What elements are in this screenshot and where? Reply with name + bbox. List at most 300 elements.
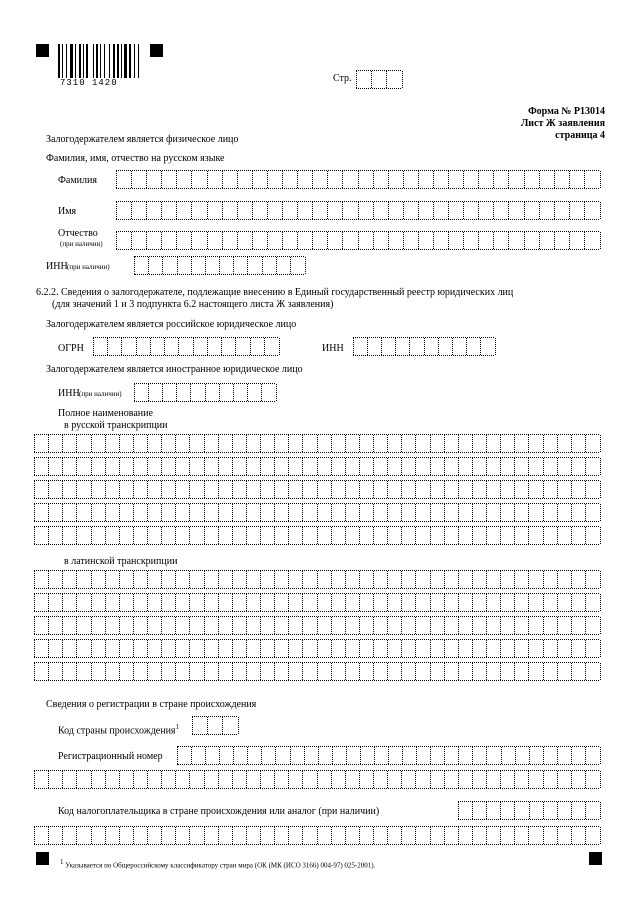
character-cell[interactable] <box>148 257 163 274</box>
character-cell[interactable] <box>514 435 529 452</box>
character-cell[interactable] <box>222 171 238 188</box>
character-cell[interactable] <box>373 504 388 521</box>
character-cell[interactable] <box>62 504 77 521</box>
patronymic-cells[interactable] <box>116 231 599 250</box>
character-cell[interactable] <box>148 384 163 401</box>
character-cell[interactable] <box>189 458 204 475</box>
character-cell[interactable] <box>486 571 501 588</box>
character-cell[interactable] <box>175 458 190 475</box>
character-cell[interactable] <box>91 594 106 611</box>
character-cell[interactable] <box>91 481 106 498</box>
character-cell[interactable] <box>571 594 586 611</box>
character-cell[interactable] <box>189 527 204 544</box>
character-cell[interactable] <box>62 527 77 544</box>
character-cell[interactable] <box>387 571 402 588</box>
character-cell[interactable] <box>119 663 134 680</box>
character-cell[interactable] <box>147 458 162 475</box>
character-cell[interactable] <box>232 527 247 544</box>
character-cell[interactable] <box>433 232 449 249</box>
character-cell[interactable] <box>204 504 219 521</box>
character-cell[interactable] <box>543 458 558 475</box>
character-cell[interactable] <box>463 202 479 219</box>
character-cell[interactable] <box>528 827 543 844</box>
character-cell[interactable] <box>119 571 134 588</box>
character-cell[interactable] <box>486 458 501 475</box>
character-cell[interactable] <box>543 771 558 788</box>
character-cell[interactable] <box>76 435 91 452</box>
latin-name-row-1[interactable] <box>34 570 599 589</box>
character-cell[interactable] <box>438 338 453 355</box>
character-cell[interactable] <box>345 504 360 521</box>
character-cell[interactable] <box>105 827 120 844</box>
character-cell[interactable] <box>288 640 303 657</box>
character-cell[interactable] <box>359 481 374 498</box>
character-cell[interactable] <box>472 640 487 657</box>
character-cell[interactable] <box>543 617 558 634</box>
character-cell[interactable] <box>448 202 464 219</box>
character-cell[interactable] <box>415 827 430 844</box>
character-cell[interactable] <box>302 771 317 788</box>
character-cell[interactable] <box>346 747 361 764</box>
character-cell[interactable] <box>48 527 63 544</box>
character-cell[interactable] <box>247 384 262 401</box>
character-cell[interactable] <box>105 771 120 788</box>
russian-name-row-2[interactable] <box>34 457 599 476</box>
character-cell[interactable] <box>500 481 515 498</box>
character-cell[interactable] <box>219 747 234 764</box>
character-cell[interactable] <box>232 771 247 788</box>
character-cell[interactable] <box>359 527 374 544</box>
character-cell[interactable] <box>585 640 601 657</box>
character-cell[interactable] <box>189 827 204 844</box>
character-cell[interactable] <box>543 663 558 680</box>
character-cell[interactable] <box>116 232 132 249</box>
character-cell[interactable] <box>486 527 501 544</box>
character-cell[interactable] <box>415 458 430 475</box>
character-cell[interactable] <box>191 232 207 249</box>
character-cell[interactable] <box>218 435 233 452</box>
character-cell[interactable] <box>367 338 382 355</box>
character-cell[interactable] <box>458 504 473 521</box>
character-cell[interactable] <box>161 458 176 475</box>
character-cell[interactable] <box>448 232 464 249</box>
character-cell[interactable] <box>288 435 303 452</box>
character-cell[interactable] <box>105 640 120 657</box>
character-cell[interactable] <box>514 594 529 611</box>
character-cell[interactable] <box>312 232 328 249</box>
character-cell[interactable] <box>133 481 148 498</box>
character-cell[interactable] <box>557 827 572 844</box>
character-cell[interactable] <box>524 171 540 188</box>
character-cell[interactable] <box>486 747 501 764</box>
character-cell[interactable] <box>288 571 303 588</box>
character-cell[interactable] <box>524 232 540 249</box>
character-cell[interactable] <box>237 171 253 188</box>
character-cell[interactable] <box>415 504 430 521</box>
character-cell[interactable] <box>472 435 487 452</box>
character-cell[interactable] <box>395 338 410 355</box>
character-cell[interactable] <box>274 827 289 844</box>
character-cell[interactable] <box>571 827 586 844</box>
character-cell[interactable] <box>260 571 275 588</box>
character-cell[interactable] <box>288 771 303 788</box>
character-cell[interactable] <box>133 663 148 680</box>
character-cell[interactable] <box>444 594 459 611</box>
character-cell[interactable] <box>189 481 204 498</box>
character-cell[interactable] <box>76 594 91 611</box>
character-cell[interactable] <box>331 640 346 657</box>
character-cell[interactable] <box>401 458 416 475</box>
character-cell[interactable] <box>500 527 515 544</box>
character-cell[interactable] <box>514 640 529 657</box>
character-cell[interactable] <box>297 202 313 219</box>
character-cell[interactable] <box>232 504 247 521</box>
character-cell[interactable] <box>288 594 303 611</box>
character-cell[interactable] <box>317 458 332 475</box>
character-cell[interactable] <box>274 617 289 634</box>
character-cell[interactable] <box>458 640 473 657</box>
character-cell[interactable] <box>514 802 529 819</box>
character-cell[interactable] <box>205 257 220 274</box>
character-cell[interactable] <box>557 594 572 611</box>
character-cell[interactable] <box>387 435 402 452</box>
character-cell[interactable] <box>458 747 473 764</box>
character-cell[interactable] <box>327 171 343 188</box>
character-cell[interactable] <box>274 481 289 498</box>
character-cell[interactable] <box>472 617 487 634</box>
character-cell[interactable] <box>204 663 219 680</box>
character-cell[interactable] <box>246 617 261 634</box>
character-cell[interactable] <box>403 171 419 188</box>
character-cell[interactable] <box>571 640 586 657</box>
character-cell[interactable] <box>105 504 120 521</box>
character-cell[interactable] <box>585 802 601 819</box>
character-cell[interactable] <box>486 663 501 680</box>
character-cell[interactable] <box>119 594 134 611</box>
character-cell[interactable] <box>373 827 388 844</box>
character-cell[interactable] <box>246 571 261 588</box>
character-cell[interactable] <box>91 571 106 588</box>
name-cells[interactable] <box>116 201 599 220</box>
character-cell[interactable] <box>105 527 120 544</box>
character-cell[interactable] <box>585 617 601 634</box>
character-cell[interactable] <box>218 617 233 634</box>
character-cell[interactable] <box>62 481 77 498</box>
character-cell[interactable] <box>430 747 445 764</box>
character-cell[interactable] <box>119 771 134 788</box>
character-cell[interactable] <box>34 827 49 844</box>
character-cell[interactable] <box>472 663 487 680</box>
character-cell[interactable] <box>147 827 162 844</box>
character-cell[interactable] <box>345 481 360 498</box>
character-cell[interactable] <box>373 202 389 219</box>
character-cell[interactable] <box>175 771 190 788</box>
character-cell[interactable] <box>359 771 374 788</box>
character-cell[interactable] <box>204 481 219 498</box>
character-cell[interactable] <box>312 202 328 219</box>
character-cell[interactable] <box>288 663 303 680</box>
character-cell[interactable] <box>317 527 332 544</box>
character-cell[interactable] <box>472 771 487 788</box>
character-cell[interactable] <box>359 594 374 611</box>
character-cell[interactable] <box>452 338 467 355</box>
character-cell[interactable] <box>175 663 190 680</box>
character-cell[interactable] <box>345 571 360 588</box>
character-cell[interactable] <box>571 527 586 544</box>
character-cell[interactable] <box>486 481 501 498</box>
character-cell[interactable] <box>161 435 176 452</box>
character-cell[interactable] <box>91 617 106 634</box>
character-cell[interactable] <box>345 435 360 452</box>
character-cell[interactable] <box>175 617 190 634</box>
character-cell[interactable] <box>557 663 572 680</box>
character-cell[interactable] <box>415 594 430 611</box>
character-cell[interactable] <box>302 827 317 844</box>
character-cell[interactable] <box>359 640 374 657</box>
character-cell[interactable] <box>161 171 177 188</box>
character-cell[interactable] <box>91 663 106 680</box>
character-cell[interactable] <box>486 827 501 844</box>
character-cell[interactable] <box>524 202 540 219</box>
character-cell[interactable] <box>444 771 459 788</box>
character-cell[interactable] <box>486 771 501 788</box>
character-cell[interactable] <box>448 171 464 188</box>
character-cell[interactable] <box>373 640 388 657</box>
character-cell[interactable] <box>237 232 253 249</box>
character-cell[interactable] <box>403 232 419 249</box>
character-cell[interactable] <box>543 747 558 764</box>
character-cell[interactable] <box>191 257 206 274</box>
character-cell[interactable] <box>472 802 487 819</box>
character-cell[interactable] <box>302 458 317 475</box>
character-cell[interactable] <box>62 640 77 657</box>
character-cell[interactable] <box>93 338 108 355</box>
character-cell[interactable] <box>302 617 317 634</box>
character-cell[interactable] <box>331 504 346 521</box>
character-cell[interactable] <box>119 527 134 544</box>
character-cell[interactable] <box>146 232 162 249</box>
character-cell[interactable] <box>260 617 275 634</box>
character-cell[interactable] <box>458 771 473 788</box>
character-cell[interactable] <box>34 617 49 634</box>
character-cell[interactable] <box>331 594 346 611</box>
character-cell[interactable] <box>557 527 572 544</box>
character-cell[interactable] <box>76 504 91 521</box>
character-cell[interactable] <box>557 747 572 764</box>
character-cell[interactable] <box>331 663 346 680</box>
character-cell[interactable] <box>331 571 346 588</box>
character-cell[interactable] <box>402 747 417 764</box>
character-cell[interactable] <box>119 435 134 452</box>
character-cell[interactable] <box>260 640 275 657</box>
character-cell[interactable] <box>267 232 283 249</box>
character-cell[interactable] <box>133 435 148 452</box>
character-cell[interactable] <box>353 338 368 355</box>
character-cell[interactable] <box>62 617 77 634</box>
character-cell[interactable] <box>204 435 219 452</box>
character-cell[interactable] <box>585 747 601 764</box>
character-cell[interactable] <box>543 527 558 544</box>
character-cell[interactable] <box>571 504 586 521</box>
character-cell[interactable] <box>62 458 77 475</box>
character-cell[interactable] <box>478 202 494 219</box>
character-cell[interactable] <box>500 458 515 475</box>
character-cell[interactable] <box>585 504 601 521</box>
latin-name-row-5[interactable] <box>34 662 599 681</box>
character-cell[interactable] <box>34 640 49 657</box>
character-cell[interactable] <box>571 663 586 680</box>
character-cell[interactable] <box>250 338 265 355</box>
latin-name-row-3[interactable] <box>34 616 599 635</box>
character-cell[interactable] <box>401 435 416 452</box>
character-cell[interactable] <box>105 458 120 475</box>
character-cell[interactable] <box>62 435 77 452</box>
character-cell[interactable] <box>133 640 148 657</box>
character-cell[interactable] <box>345 640 360 657</box>
character-cell[interactable] <box>430 435 445 452</box>
character-cell[interactable] <box>430 458 445 475</box>
physical-inn-cells[interactable] <box>134 256 304 275</box>
character-cell[interactable] <box>205 747 220 764</box>
character-cell[interactable] <box>554 232 570 249</box>
character-cell[interactable] <box>131 232 147 249</box>
character-cell[interactable] <box>134 257 149 274</box>
character-cell[interactable] <box>430 827 445 844</box>
character-cell[interactable] <box>161 640 176 657</box>
character-cell[interactable] <box>204 458 219 475</box>
character-cell[interactable] <box>133 771 148 788</box>
character-cell[interactable] <box>584 232 601 249</box>
character-cell[interactable] <box>401 527 416 544</box>
character-cell[interactable] <box>260 435 275 452</box>
character-cell[interactable] <box>274 458 289 475</box>
character-cell[interactable] <box>571 458 586 475</box>
character-cell[interactable] <box>191 171 207 188</box>
character-cell[interactable] <box>161 232 177 249</box>
character-cell[interactable] <box>458 527 473 544</box>
character-cell[interactable] <box>444 527 459 544</box>
character-cell[interactable] <box>232 435 247 452</box>
character-cell[interactable] <box>571 481 586 498</box>
character-cell[interactable] <box>478 232 494 249</box>
character-cell[interactable] <box>147 640 162 657</box>
character-cell[interactable] <box>76 640 91 657</box>
character-cell[interactable] <box>458 594 473 611</box>
character-cell[interactable] <box>233 384 248 401</box>
character-cell[interactable] <box>514 663 529 680</box>
character-cell[interactable] <box>458 435 473 452</box>
character-cell[interactable] <box>358 171 374 188</box>
character-cell[interactable] <box>131 171 147 188</box>
character-cell[interactable] <box>175 527 190 544</box>
character-cell[interactable] <box>91 640 106 657</box>
character-cell[interactable] <box>290 257 306 274</box>
character-cell[interactable] <box>274 435 289 452</box>
character-cell[interactable] <box>569 202 585 219</box>
character-cell[interactable] <box>150 338 165 355</box>
character-cell[interactable] <box>48 481 63 498</box>
character-cell[interactable] <box>418 232 434 249</box>
character-cell[interactable] <box>267 171 283 188</box>
character-cell[interactable] <box>373 458 388 475</box>
character-cell[interactable] <box>430 594 445 611</box>
character-cell[interactable] <box>189 640 204 657</box>
character-cell[interactable] <box>433 202 449 219</box>
character-cell[interactable] <box>387 594 402 611</box>
character-cell[interactable] <box>373 771 388 788</box>
character-cell[interactable] <box>175 594 190 611</box>
character-cell[interactable] <box>585 771 601 788</box>
character-cell[interactable] <box>415 481 430 498</box>
character-cell[interactable] <box>218 640 233 657</box>
character-cell[interactable] <box>189 504 204 521</box>
character-cell[interactable] <box>204 771 219 788</box>
character-cell[interactable] <box>288 827 303 844</box>
character-cell[interactable] <box>585 571 601 588</box>
character-cell[interactable] <box>204 527 219 544</box>
character-cell[interactable] <box>302 663 317 680</box>
character-cell[interactable] <box>177 257 192 274</box>
character-cell[interactable] <box>528 481 543 498</box>
character-cell[interactable] <box>415 571 430 588</box>
character-cell[interactable] <box>192 717 208 734</box>
character-cell[interactable] <box>554 202 570 219</box>
character-cell[interactable] <box>557 617 572 634</box>
character-cell[interactable] <box>387 640 402 657</box>
character-cell[interactable] <box>557 802 572 819</box>
character-cell[interactable] <box>472 827 487 844</box>
character-cell[interactable] <box>176 171 192 188</box>
character-cell[interactable] <box>584 202 601 219</box>
character-cell[interactable] <box>91 458 106 475</box>
character-cell[interactable] <box>458 802 473 819</box>
character-cell[interactable] <box>571 617 586 634</box>
character-cell[interactable] <box>359 617 374 634</box>
character-cell[interactable] <box>204 571 219 588</box>
character-cell[interactable] <box>218 458 233 475</box>
character-cell[interactable] <box>119 458 134 475</box>
character-cell[interactable] <box>331 435 346 452</box>
character-cell[interactable] <box>34 663 49 680</box>
character-cell[interactable] <box>500 504 515 521</box>
character-cell[interactable] <box>331 481 346 498</box>
character-cell[interactable] <box>302 435 317 452</box>
character-cell[interactable] <box>116 202 132 219</box>
character-cell[interactable] <box>116 171 132 188</box>
character-cell[interactable] <box>401 663 416 680</box>
character-cell[interactable] <box>472 594 487 611</box>
character-cell[interactable] <box>161 202 177 219</box>
character-cell[interactable] <box>304 747 319 764</box>
character-cell[interactable] <box>261 384 277 401</box>
character-cell[interactable] <box>528 771 543 788</box>
character-cell[interactable] <box>480 338 496 355</box>
character-cell[interactable] <box>345 617 360 634</box>
character-cell[interactable] <box>463 171 479 188</box>
character-cell[interactable] <box>388 202 404 219</box>
character-cell[interactable] <box>486 802 501 819</box>
character-cell[interactable] <box>430 571 445 588</box>
character-cell[interactable] <box>76 617 91 634</box>
character-cell[interactable] <box>571 571 586 588</box>
character-cell[interactable] <box>260 481 275 498</box>
character-cell[interactable] <box>430 617 445 634</box>
character-cell[interactable] <box>264 338 280 355</box>
character-cell[interactable] <box>387 771 402 788</box>
character-cell[interactable] <box>247 747 262 764</box>
character-cell[interactable] <box>133 527 148 544</box>
character-cell[interactable] <box>444 435 459 452</box>
